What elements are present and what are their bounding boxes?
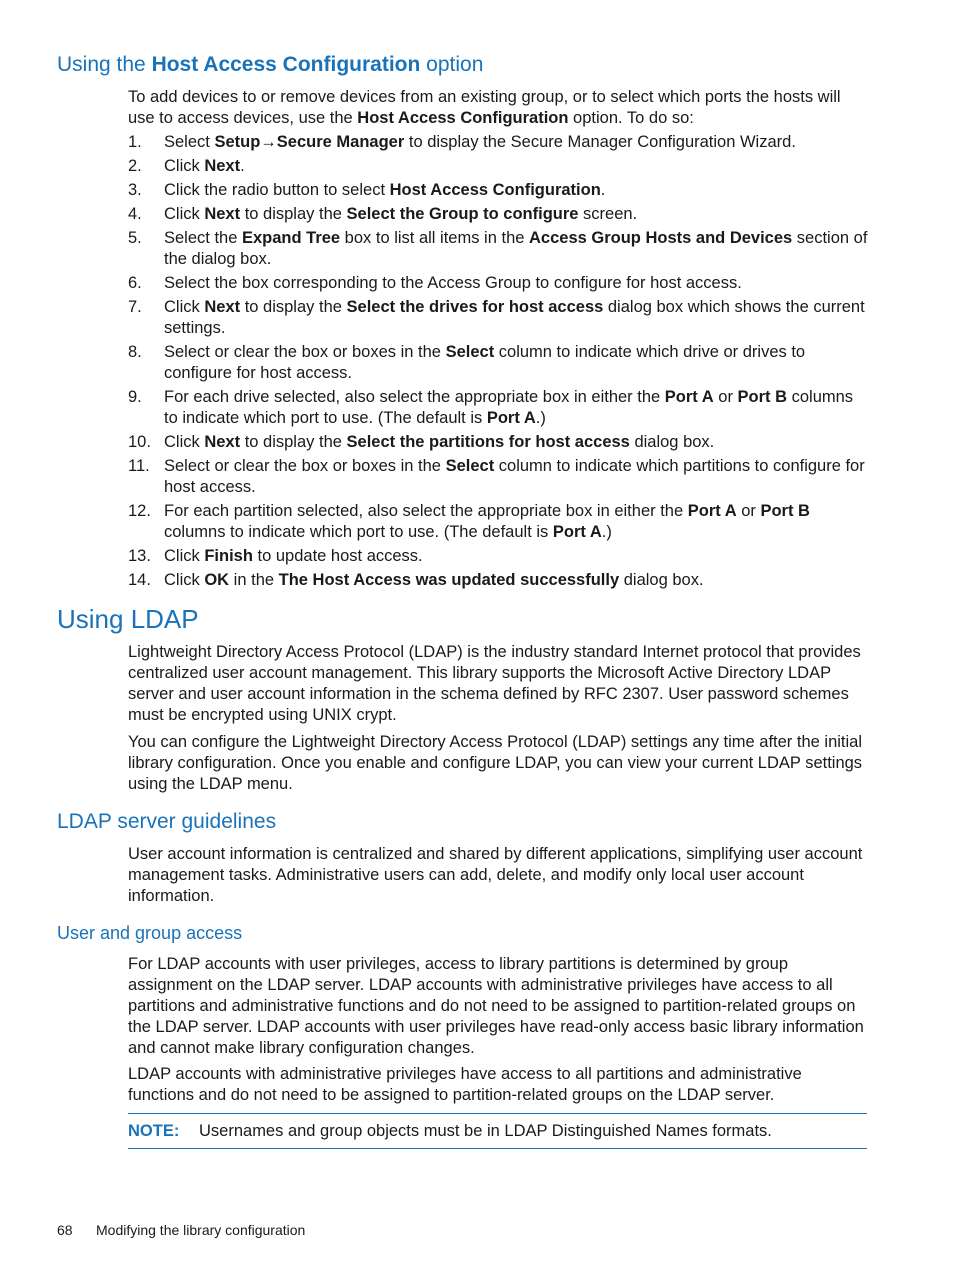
user-group-paragraph-1: For LDAP accounts with user privileges, access to library partitions is determined by group assignment on the LDAP server. LDAP accounts with administrative privileges have access to all partitions and administrative functions and do not need to be assigned to partition-related groups on the LDAP server. LDAP accounts with user privileges have read-only access basic library information and cannot make library configuration changes. (128, 955, 864, 1057)
bold-term: OK (204, 571, 230, 589)
bold-term: Select the Group to configure (346, 205, 579, 223)
step-text: Click the radio button to select Host Access Configuration. (164, 181, 606, 199)
bold-term: Secure Manager (276, 133, 405, 151)
step-number: 3. (128, 181, 142, 199)
note-label: NOTE: (128, 1122, 180, 1140)
step-item (128, 546, 868, 567)
heading-prefix: Using the (57, 53, 152, 76)
bold-term: Port A (552, 523, 602, 541)
step-number: 11. (128, 457, 150, 475)
step-item (128, 180, 868, 201)
bold-term: Access Group Hosts and Devices (529, 229, 793, 247)
ldap-paragraph-2: You can configure the Lightweight Directory Access Protocol (LDAP) settings any time after the initial library configuration. Once you enable and configure LDAP, you can view your current LDAP settings using the LDAP menu. (128, 733, 863, 793)
bold-term: Next (204, 205, 241, 223)
user-group-paragraph-2: LDAP accounts with administrative privileges have access to all partitions and administrative functions and do not need to be assigned to partition-related groups on the LDAP server. (128, 1065, 802, 1104)
step-number: 6. (128, 274, 142, 292)
note-text: Usernames and group objects must be in LDAP Distinguished Names formats. (199, 1122, 772, 1140)
section-heading-user-group-access: User and group access (57, 923, 243, 943)
step-item (128, 156, 868, 177)
bold-term: Host Access Configuration (357, 109, 569, 127)
bold-term: Port A (687, 502, 737, 520)
bold-term: Expand Tree (241, 229, 341, 247)
bold-term: Next (204, 298, 241, 316)
step-number: 10. (128, 433, 151, 451)
host-access-intro: To add devices to or remove devices from an existing group, or to select which ports the hosts will use to access devices, use the Host Access Configuration option. To do so: (128, 88, 841, 127)
step-item (128, 297, 868, 339)
step-number: 8. (128, 343, 142, 361)
step-number: 1. (128, 133, 142, 151)
step-text: Select or clear the box or boxes in the Select column to indicate which drive or drives to configure for host access. (164, 343, 806, 382)
step-number: 14. (128, 571, 151, 589)
step-text: Click OK in the The Host Access was updated successfully dialog box. (164, 571, 704, 589)
bold-term: Select the drives for host access (346, 298, 604, 316)
step-text: Click Finish to update host access. (164, 547, 423, 565)
step-text: Click Next to display the Select the partitions for host access dialog box. (164, 433, 715, 451)
heading-bold: Host Access Configuration (151, 53, 421, 76)
step-number: 2. (128, 157, 142, 175)
step-item (128, 342, 868, 384)
bold-term: Next (204, 433, 241, 451)
ldap-paragraph-1: Lightweight Directory Access Protocol (LDAP) is the industry standard Internet protocol that provides centralized user account management. This library supports the Microsoft Active Directory LDAP server and user account information in the schema defined by RFC 2307. User password schemes must be encrypted using UNIX crypt. (128, 643, 861, 724)
step-number: 4. (128, 205, 142, 223)
heading-suffix: option (420, 53, 484, 76)
step-item (128, 228, 868, 270)
step-text: Click Next to display the Select the drives for host access dialog box which shows the current settings. (164, 298, 865, 337)
step-text: Click Next to display the Select the Group to configure screen. (164, 205, 638, 223)
step-text: For each drive selected, also select the appropriate box in either the Port A or Port B columns to indicate which port to use. (The default is Port A.) (164, 388, 854, 427)
bold-term: Select the partitions for host access (346, 433, 630, 451)
step-item (128, 456, 868, 498)
step-number: 12. (128, 502, 151, 520)
step-text: Select the box corresponding to the Access Group to configure for host access. (164, 274, 742, 292)
section-heading-using-ldap: Using LDAP (57, 604, 199, 634)
step-item (128, 501, 868, 543)
step-item (128, 387, 868, 429)
host-access-steps (128, 132, 868, 594)
bold-term: Select (445, 457, 495, 475)
step-item (128, 570, 868, 591)
step-text: Select the Expand Tree box to list all items in the Access Group Hosts and Devices section of the dialog box. (164, 229, 868, 268)
step-text: Click Next. (164, 157, 245, 175)
step-item (128, 204, 868, 225)
step-text: For each partition selected, also select the appropriate box in either the Port A or Port B columns to indicate which port to use. (The default is Port A.) (164, 502, 810, 541)
bold-term: The Host Access was updated successfully (278, 571, 620, 589)
step-text: Select or clear the box or boxes in the Select column to indicate which partitions to configure for host access. (164, 457, 865, 496)
step-number: 13. (128, 547, 151, 565)
note-box (128, 1113, 867, 1149)
step-item (128, 273, 868, 294)
bold-term: Select (445, 343, 495, 361)
page-number: 68 (57, 1222, 73, 1238)
footer-title: Modifying the library configuration (96, 1222, 306, 1238)
step-text: Select Setup→Secure Manager to display the Secure Manager Configuration Wizard. (164, 133, 796, 151)
section-heading-ldap-server-guidelines: LDAP server guidelines (57, 810, 277, 833)
bold-term: Setup (214, 133, 261, 151)
bold-term: Next (204, 157, 241, 175)
step-number: 7. (128, 298, 142, 316)
bold-term: Port B (760, 502, 810, 520)
bold-term: Host Access Configuration (389, 181, 601, 199)
step-number: 5. (128, 229, 142, 247)
section-heading-host-access (57, 53, 483, 77)
step-item (128, 432, 868, 453)
bold-term: Port A (486, 409, 536, 427)
step-item (128, 132, 868, 153)
bold-term: Finish (204, 547, 253, 565)
bold-term: Port A (664, 388, 714, 406)
guidelines-paragraph: User account information is centralized and shared by different applications, simplifying user account management tasks. Administrative users can add, delete, and modify only local user account information. (128, 845, 863, 905)
bold-term: Port B (737, 388, 788, 406)
step-number: 9. (128, 388, 142, 406)
